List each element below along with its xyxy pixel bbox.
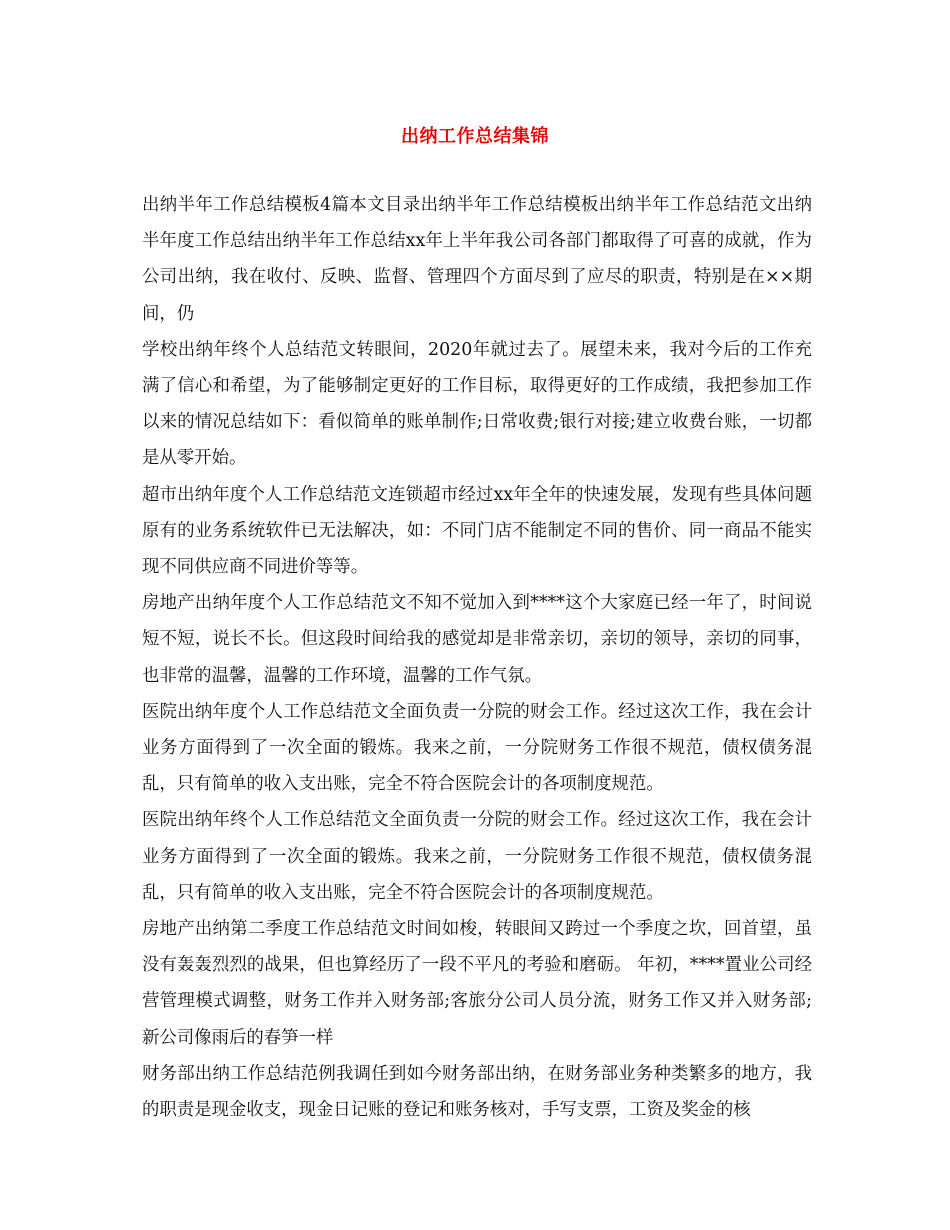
paragraph: 财务部出纳工作总结范例我调任到如今财务部出纳，在财务部业务种类繁多的地方，我的职责是现金收支，现金日记账的登记和账务核对，手写支票，工资及奖金的核 xyxy=(142,1063,812,1121)
paragraph: 房地产出纳第二季度工作总结范文时间如梭，转眼间又跨过一个季度之坎，回首望，虽没有轰轰烈烈的战果，但也算经历了一段不平凡的考验和磨砺。 年初，****置业公司经营管理模式调整，财务工作并入财务部;客旅分公司人员分流，财务工作又并入财务部;新公司像雨后的春笋一样 xyxy=(142,919,812,1048)
paragraph: 医院出纳年度个人工作总结范文全面负责一分院的财会工作。经过这次工作，我在会计业务方面得到了一次全面的锻炼。我来之前，一分院财务工作很不规范，债权债务混乱，只有简单的收入支出账，完全不符合医院会计的各项制度规范。 xyxy=(142,701,812,795)
document-body xyxy=(142,187,812,1128)
paragraph: 房地产出纳年度个人工作总结范文不知不觉加入到****这个大家庭已经一年了，时间说短不短，说长不长。但这段时间给我的感觉却是非常亲切，亲切的领导，亲切的同事，也非常的温馨，温馨的工作环境，温馨的工作气氛。 xyxy=(142,593,812,686)
document-title: 出纳工作总结集锦 xyxy=(401,126,549,147)
paragraph: 医院出纳年终个人工作总结范文全面负责一分院的财会工作。经过这次工作，我在会计业务方面得到了一次全面的锻炼。我来之前，一分院财务工作很不规范，债权债务混乱，只有简单的收入支出账，完全不符合医院会计的各项制度规范。 xyxy=(142,810,812,903)
paragraph: 出纳半年工作总结模板4篇本文目录出纳半年工作总结模板出纳半年工作总结范文出纳半年度工作总结出纳半年工作总结xx年上半年我公司各部门都取得了可喜的成就，作为公司出纳，我在收付、反映、监督、管理四个方面尽到了应尽的职责，特别是在××期间，仍 xyxy=(142,195,812,324)
paragraph: 学校出纳年终个人总结范文转眼间，2020年就过去了。展望未来，我对今后的工作充满了信心和希望，为了能够制定更好的工作目标，取得更好的工作成绩，我把参加工作以来的情况总结如下：看似简单的账单制作;日常收费;银行对接;建立收费台账，一切都是从零开始。 xyxy=(142,339,812,469)
paragraph: 超市出纳年度个人工作总结范文连锁超市经过xx年全年的快速发展，发现有些具体问题原有的业务系统软件已无法解决，如：不同门店不能制定不同的售价、同一商品不能实现不同供应商不同进价等等。 xyxy=(142,484,812,578)
